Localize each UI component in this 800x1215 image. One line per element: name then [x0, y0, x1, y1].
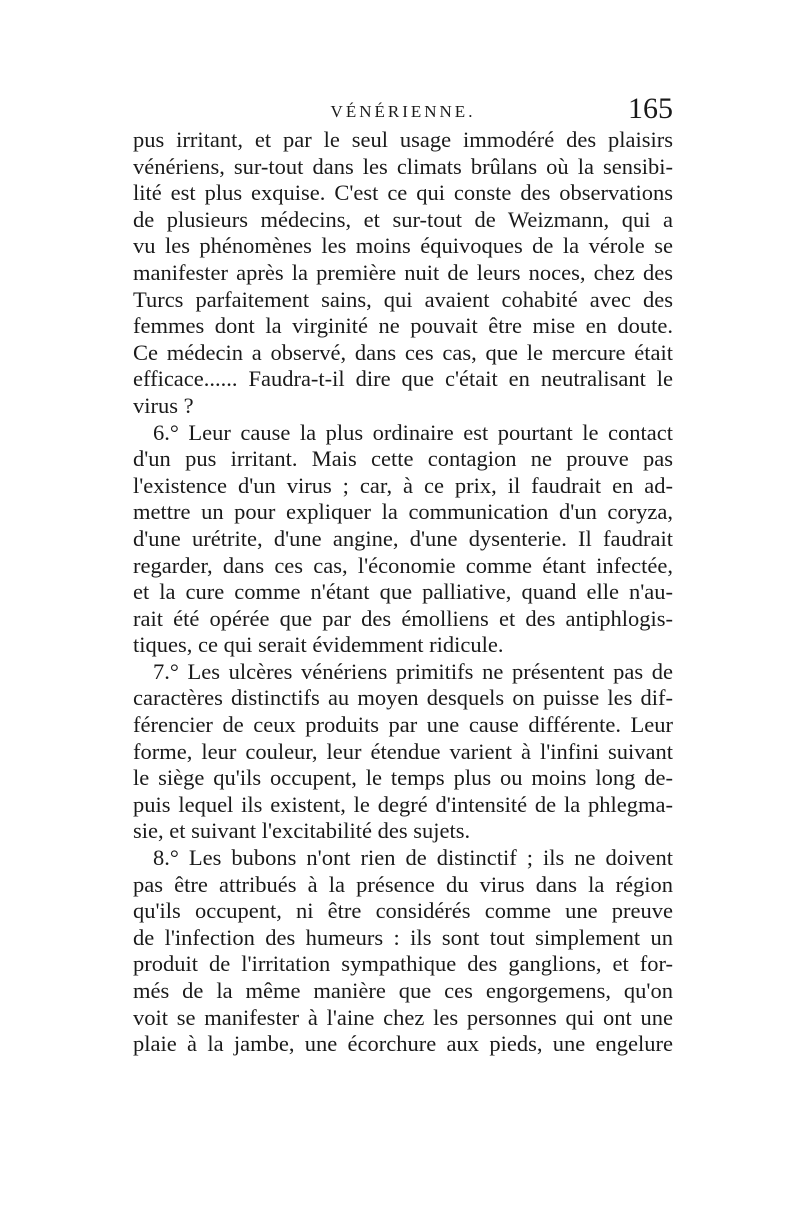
text-line: puis lequel ils existent, le degré d'intensité de la phlegma- [133, 791, 673, 817]
text-line: caractères distinctifs au moyen desquels on puisse les dif- [133, 685, 673, 711]
text-line: voit se manifester à l'aine chez les personnes qui ont une [133, 1004, 673, 1030]
text-line: femmes dont la virginité ne pouvait être mise en doute. [133, 313, 673, 339]
text-line: pus irritant, et par le seul usage immodéré des plaisirs [133, 127, 673, 152]
text-line: Ce médecin a observé, dans ces cas, que le mercure était [133, 339, 673, 365]
text-line: vénériens, sur-tout dans les climats brûlans où la sensibi- [133, 153, 673, 179]
text-line: rait été opérée que par des émolliens et des antiphlogis- [133, 605, 673, 631]
text-line: pas être attribués à la présence du virus dans la région [133, 871, 673, 897]
running-head [133, 94, 673, 124]
paragraph-7-start: 7.° Les ulcères vénériens primitifs ne présentent pas de [153, 658, 673, 684]
text-line: mettre un pour expliquer la communication d'un coryza, [133, 499, 673, 525]
text-line: vu les phénomènes les moins équivoques de la vérole se [133, 233, 673, 259]
text-line: sie, et suivant l'excitabilité des sujets. [133, 818, 471, 844]
paragraph-8-start: 8.° Les bubons n'ont rien de distinctif ; ils ne doivent [153, 845, 673, 871]
text-line: manifester après la première nuit de leurs noces, chez des [133, 259, 673, 285]
text-line: virus ? [133, 392, 194, 418]
text-line: férencier de ceux produits par une cause différente. Leur [133, 712, 673, 738]
text-line: plaie à la jambe, une écorchure aux pieds, une engelure [133, 1031, 673, 1057]
text-line: d'un pus irritant. Mais cette contagion ne prouve pas [133, 446, 673, 472]
text-line: de l'infection des humeurs : ils sont tout simplement un [133, 924, 673, 950]
text-line: et la cure comme n'étant que palliative, quand elle n'au- [133, 579, 673, 605]
text-line: regarder, dans ces cas, l'économie comme étant infectée, [133, 552, 673, 578]
body-text [133, 127, 673, 1058]
paragraph-6-start: 6.° Leur cause la plus ordinaire est pourtant le contact [153, 419, 673, 445]
text-line: Turcs parfaitement sains, qui avaient cohabité avec des [133, 286, 673, 312]
text-line: forme, leur couleur, leur étendue varient à l'infini suivant [133, 738, 673, 764]
running-title: VÉNÉRIENNE. [330, 102, 476, 121]
text-line: produit de l'irritation sympathique des ganglions, et for- [133, 951, 673, 977]
text-line: efficace...... Faudra-t-il dire que c'était en neutralisant le [133, 366, 673, 392]
text-line: d'une urétrite, d'une angine, d'une dysenterie. Il faudrait [133, 525, 673, 551]
page-number: 165 [628, 92, 673, 125]
text-line: le siège qu'ils occupent, le temps plus ou moins long de- [133, 765, 673, 791]
text-line: de plusieurs médecins, et sur-tout de Weizmann, qui a [133, 206, 673, 232]
text-line: qu'ils occupent, ni être considérés comme une preuve [133, 898, 673, 924]
text-line: lité est plus exquise. C'est ce qui conste des observations [133, 180, 673, 206]
text-line: tiques, ce qui serait évidemment ridicule. [133, 632, 504, 658]
text-line: més de la même manière que ces engorgemens, qu'on [133, 978, 673, 1003]
text-line: l'existence d'un virus ; car, à ce prix, il faudrait en ad- [133, 472, 673, 498]
